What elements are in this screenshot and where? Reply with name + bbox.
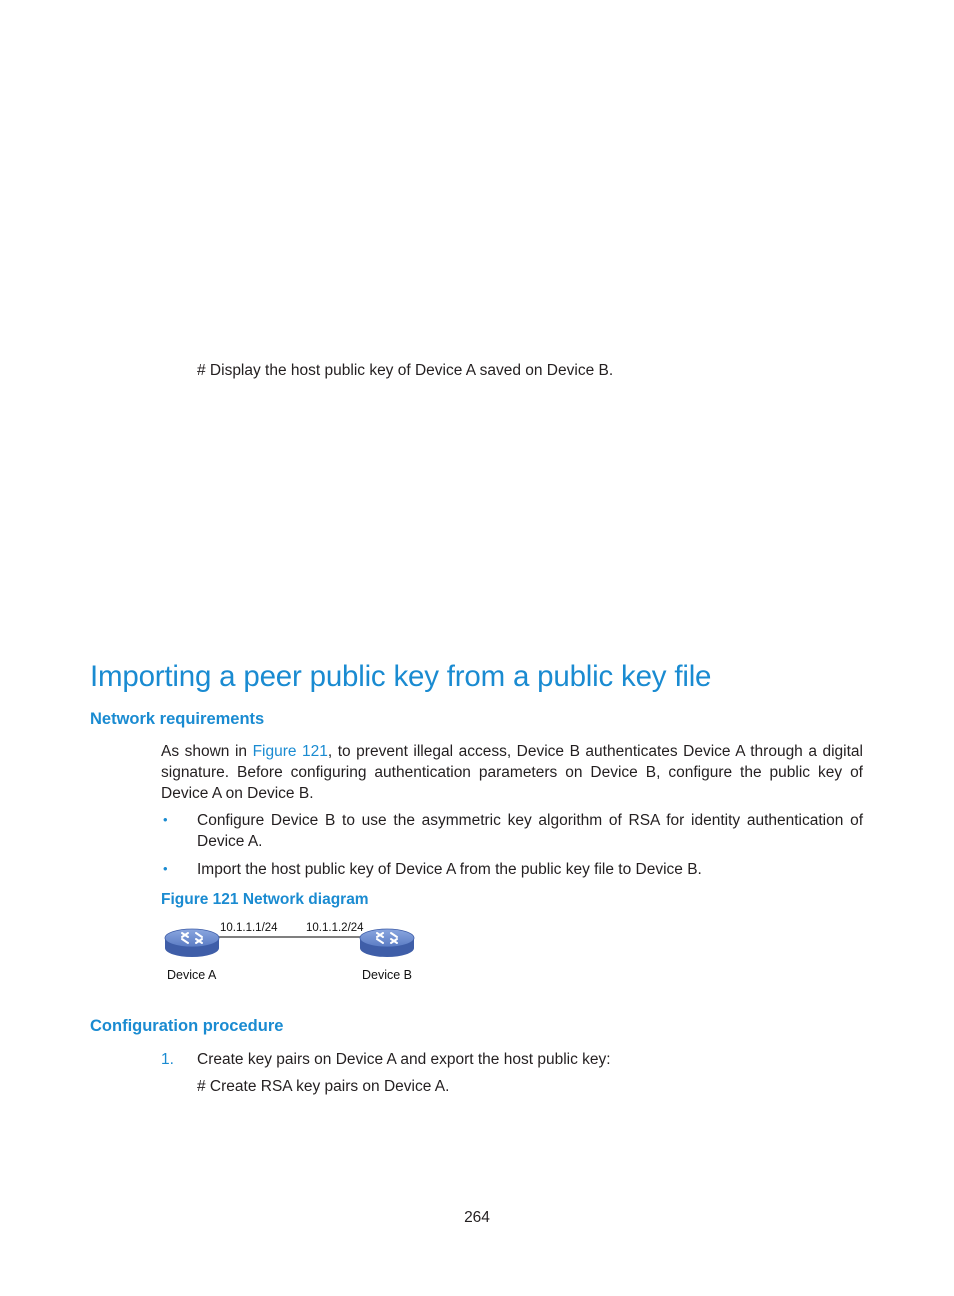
network-diagram: [160, 918, 430, 990]
router-b-icon: [360, 929, 414, 957]
page-number: 264: [464, 1209, 490, 1226]
network-requirements-heading: Network requirements: [90, 710, 265, 728]
device-a-ip: 10.1.1.1/24: [220, 922, 278, 934]
figure-caption: Figure 121 Network diagram: [161, 891, 369, 908]
device-a-label: Device A: [167, 968, 217, 982]
step-text: Create key pairs on Device A and export the host public key:: [197, 1051, 611, 1068]
para-suffix: , to prevent illegal access, Device B authenticates Device A through a digital signature. Before configuring authentication parameters on Device B, configure the public key of Device A on Device B.: [161, 743, 863, 802]
bullet-item: Import the host public key of Device A from the public key file to Device B.: [197, 861, 702, 878]
figure-link[interactable]: Figure 121: [252, 743, 328, 760]
intro-comment: # Display the host public key of Device A saved on Device B.: [197, 362, 614, 379]
bullet-icon: •: [163, 861, 168, 876]
bullet-item: Configure Device B to use the asymmetric key algorithm of RSA for identity authentication of Device A.: [197, 812, 863, 850]
step-comment: # Create RSA key pairs on Device A.: [197, 1078, 450, 1095]
device-b-ip: 10.1.1.2/24: [306, 922, 364, 934]
bullet-icon: •: [163, 812, 168, 827]
configuration-procedure-heading: Configuration procedure: [90, 1017, 284, 1035]
device-b-label: Device B: [362, 968, 413, 982]
step-number: 1.: [161, 1051, 174, 1068]
section-title: Importing a peer public key from a public key file: [90, 660, 712, 693]
para-prefix: As shown in: [161, 743, 253, 760]
router-a-icon: [165, 929, 219, 957]
network-requirements-paragraph: [161, 741, 863, 804]
